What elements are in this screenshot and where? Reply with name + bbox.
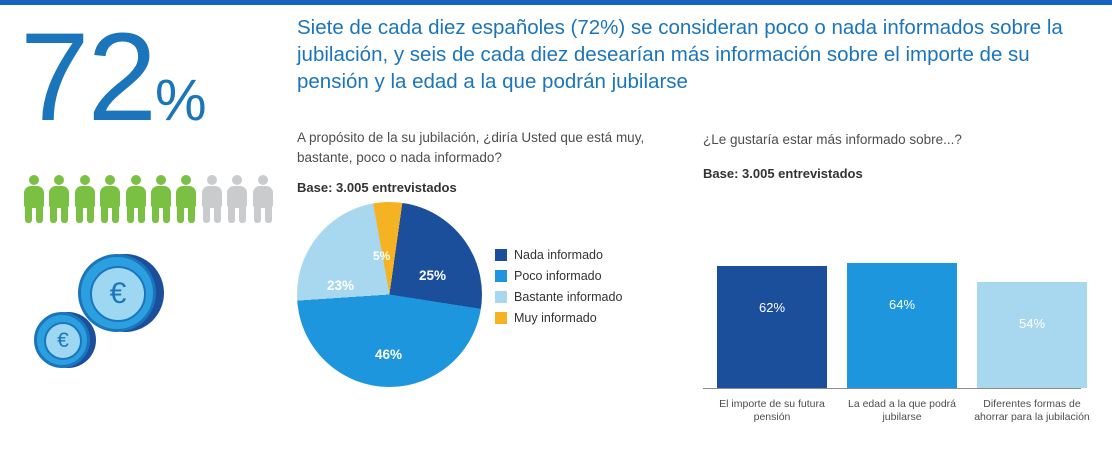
hero-number: [20, 8, 205, 163]
legend-item: [495, 269, 622, 283]
legend-swatch: [495, 270, 507, 282]
bar-value-label: 54%: [1018, 316, 1046, 332]
bar-value-label: 62%: [758, 300, 786, 316]
pie-label-muy: 5%: [373, 249, 391, 263]
pictogram-person-muted: [251, 175, 272, 223]
legend-item: [495, 290, 622, 304]
pie-label-poco: 46%: [375, 347, 403, 362]
coin-large: [78, 254, 156, 332]
legend-label: Bastante informado: [514, 290, 623, 304]
pictogram-person-highlighted: [149, 175, 170, 223]
legend-label: Nada informado: [514, 248, 603, 262]
pictogram-person-highlighted: [124, 175, 145, 223]
bar-column: [717, 266, 827, 423]
pie-chart: [297, 202, 497, 402]
coin-small: [34, 312, 90, 368]
pictogram-person-highlighted: [47, 175, 68, 223]
coin-small-euro-symbol: €: [57, 329, 69, 352]
question-left: A propósito de la su jubilación, ¿diría Usted que está muy, bastante, poco o nada informado?: [297, 130, 645, 165]
coins-illustration: [20, 250, 200, 430]
bar-chart-axis: [703, 388, 1081, 389]
bar-column: [847, 263, 957, 423]
pictogram-person-highlighted: [174, 175, 195, 223]
bar-category-label: Diferentes formas de ahorrar para la jubilación: [974, 398, 1090, 423]
coin-large-inner: [90, 266, 146, 322]
hero-number-value: 72: [20, 8, 156, 147]
pie-legend: [495, 248, 622, 332]
bar-category-label: La edad a la que podrá jubilarse: [847, 398, 956, 423]
bar: [717, 266, 827, 388]
coin-small-inner: [44, 322, 82, 360]
base-right: Base: 3.005 entrevistados: [703, 166, 863, 181]
legend-label: Poco informado: [514, 269, 602, 283]
pictogram-person-muted: [225, 175, 246, 223]
legend-swatch: [495, 249, 507, 261]
pie-label-nada: 25%: [419, 268, 447, 283]
pie-label-bastante: 23%: [327, 278, 355, 293]
page-headline: Siete de cada diez españoles (72%) se consideran poco o nada informados sobre la jubilación, y seis de cada diez desearían más información sobre el importe de su pensión y la edad a la que podrán jubilarse: [297, 16, 1063, 93]
legend-item: [495, 311, 622, 325]
legend-label: Muy informado: [514, 311, 597, 325]
bar-chart: [703, 190, 1093, 440]
pictogram-person-highlighted: [73, 175, 94, 223]
base-left: Base: 3.005 entrevistados: [297, 180, 457, 195]
hero-percent-sign: %: [155, 68, 205, 133]
legend-swatch: [495, 291, 507, 303]
coin-large-euro-symbol: €: [109, 277, 127, 310]
hero-panel: [0, 5, 283, 464]
pictogram-person-muted: [200, 175, 221, 223]
bar-category-label: El importe de su futura pensión: [719, 398, 825, 423]
bar-column: [974, 282, 1090, 423]
bar: [847, 263, 957, 388]
bar-value-label: 64%: [888, 296, 916, 312]
question-right: ¿Le gustaría estar más informado sobre...?: [703, 132, 962, 147]
legend-swatch: [495, 312, 507, 324]
pictogram-person-highlighted: [98, 175, 119, 223]
pictogram-people: [22, 175, 272, 223]
legend-item: [495, 248, 622, 262]
bar: [977, 282, 1087, 388]
pictogram-person-highlighted: [22, 175, 43, 223]
